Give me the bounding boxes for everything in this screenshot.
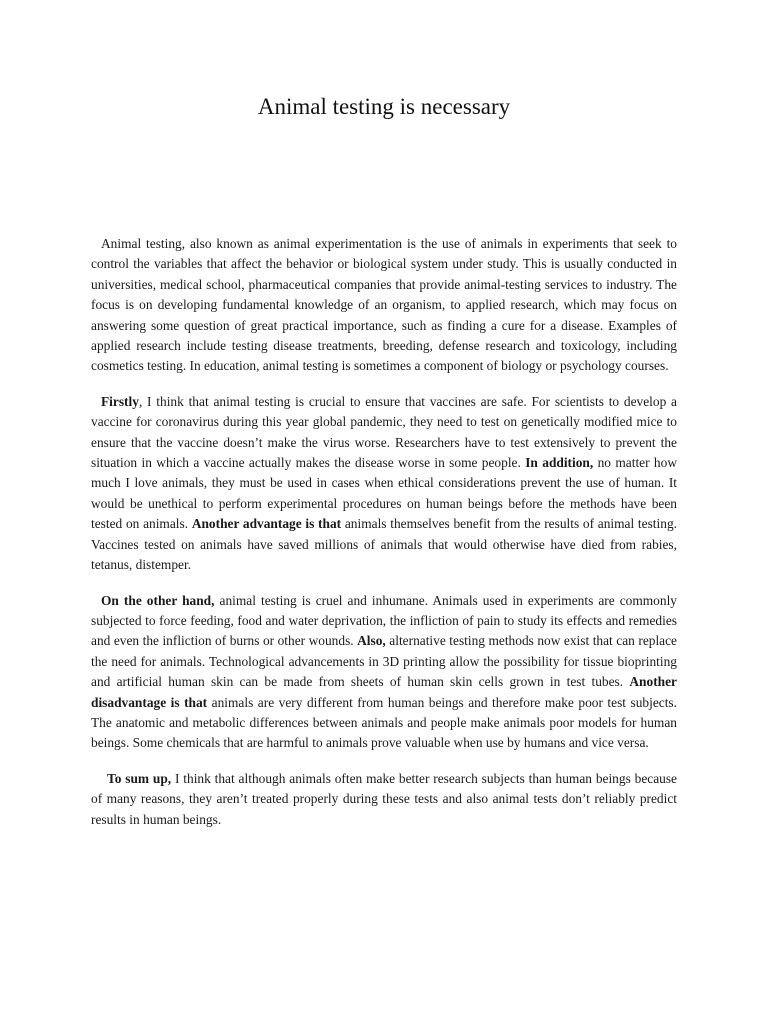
intro-text: Animal testing, also known as animal experimentation is the use of animals in experiments that seek to control the variables that affect the behavior or biological system under study. This is usually conducted in universities, medical school, pharmaceutical companies that provide animal-testing services to industry. The focus is on developing fundamental knowledge of an organism, to applied research, which may focus on answering some question of great practical importance, such as finding a cure for a disease. Examples of applied research include testing disease treatments, breeding, defense research and toxicology, including cosmetics testing. In education, animal testing is sometimes a component of biology or psychology courses. [91,236,677,374]
bold-phrase-on-the-other-hand: On the other hand, [101,592,215,608]
bold-phrase-another-advantage: Another advantage is that [191,516,342,532]
document-title: Animal testing is necessary [257,94,511,119]
disadvantages-text-1: animal testing is cruel and inhumane. Animals used in experiments are commonly subjected to force feeding, food and water deprivation, the infliction of pain to study its effects and remedies and even the infliction of burns or other wounds. [91,592,677,649]
bold-phrase-another-disadvantage: Another disadvantage is that [91,674,677,710]
document-body [91,234,677,845]
bold-phrase-in-addition: In addition, [525,455,594,471]
bold-phrase-firstly: Firstly [101,393,139,409]
bold-phrase-to-sum-up: To sum up, [107,770,172,786]
paragraph-disadvantages [91,591,677,754]
disadvantages-text-3: animals are very different from human beings and therefore make poor test subjects. The anatomic and metabolic differences between animals and people make animals poor models for human beings. Some chemicals that are harmful to animals prove valuable when use by humans and vice versa. [91,694,677,751]
bold-phrase-also: Also, [357,633,386,649]
advantages-text-1: , I think that animal testing is crucial to ensure that vaccines are safe. For scientists to develop a vaccine for coronavirus during this year global pandemic, they need to test on genetically modified mice to ensure that the vaccine doesn’t make the virus worse. Researchers have to test extensively to prevent the situation in which a vaccine actually makes the disease worse in some people. [91,393,677,471]
conclusion-text: I think that although animals often make better research subjects than human beings because of many reasons, they aren’t treated properly during these tests and also animal tests don’t reliably predict results in human beings. [91,770,678,827]
advantages-text-3: animals themselves benefit from the results of animal testing. Vaccines tested on animals have saved millions of animals that would otherwise have died from rabies, tetanus, distemper. [91,516,677,573]
advantages-text-2: no matter how much I love animals, they must be used in cases when ethical considerations prevent the use of human. It would be unethical to perform experimental procedures on human beings before the methods have been tested on animals. [91,455,677,532]
paragraph-conclusion [91,769,677,830]
paragraph-introduction [91,234,677,377]
disadvantages-text-2: alternative testing methods now exist that can replace the need for animals. Technological advancements in 3D printing allow the possibility for tissue bioprinting and artificial human skin can be made from sheets of human skin cells grown in test tubes. [91,633,678,690]
paragraph-advantages [91,392,677,576]
